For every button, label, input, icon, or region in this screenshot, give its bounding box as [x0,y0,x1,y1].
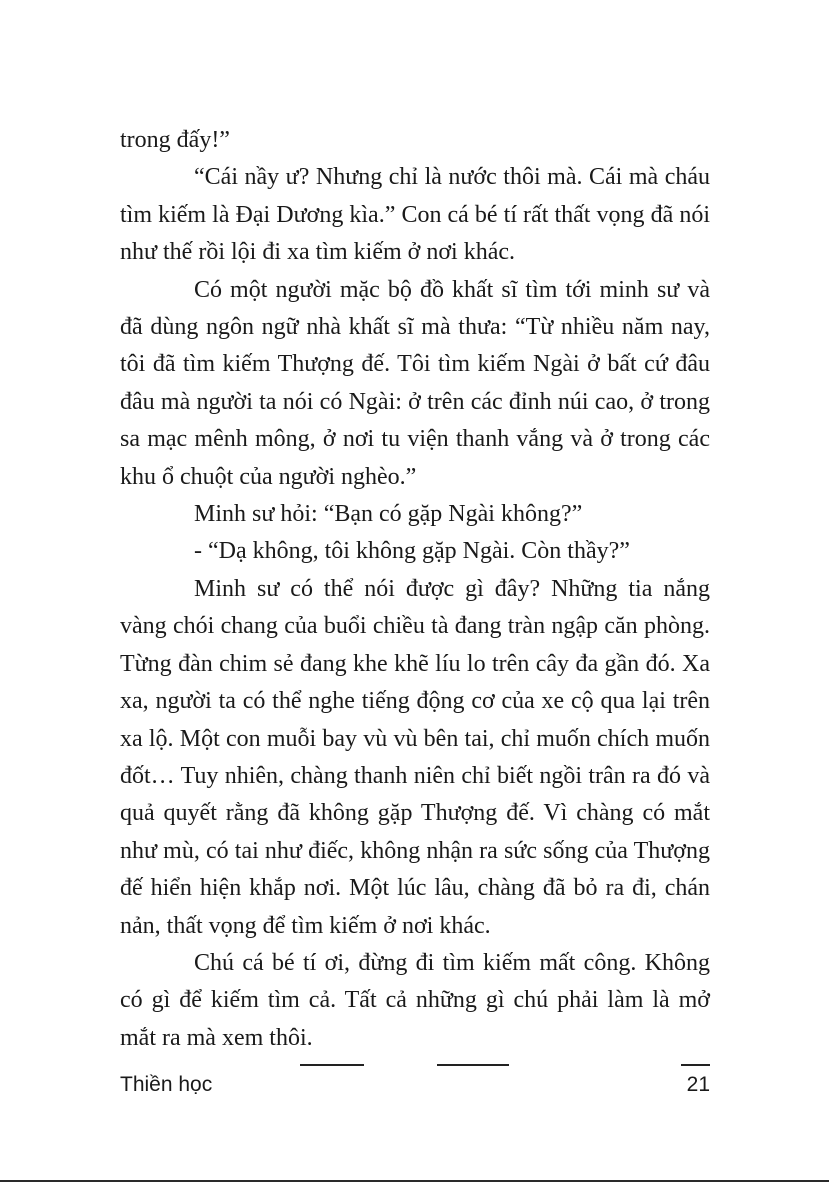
paragraph-5: - “Dạ không, tôi không gặp Ngài. Còn thầy?” [194,538,630,565]
footer-book-title: Thiền học [120,1073,213,1096]
paragraph-3: Có một người mặc bộ đồ khất sĩ tìm tới minh sư và đã dùng ngôn ngữ nhà khất sĩ mà thưa: “Từ nhiều năm nay, tôi đã tìm kiếm Thượng đế. Tôi tìm kiếm Ngài ở bất cứ đâu đâu mà người ta nói có Ngài: ở trên các đỉnh núi cao, ở trong sa mạc mênh mông, ở nơi tu viện thanh vắng và ở trong các khu ổ chuột của người nghèo.” [120,276,710,490]
page-number: 21 [686,1073,710,1096]
paragraph-7: Chú cá bé tí ơi, đừng đi tìm kiếm mất công. Không có gì để kiếm tìm cả. Tất cả những gì chú phải làm là mở mắt ra mà xem thôi. [120,949,710,1051]
paragraph-1: trong đấy!” [120,127,230,153]
page-body [120,122,710,1057]
paragraph-4: Minh sư hỏi: “Bạn có gặp Ngài không?” [194,501,583,528]
footer-rule-segment [437,1064,509,1066]
footer-rule-segment [681,1064,710,1066]
paragraph-2: “Cái nầy ư? Nhưng chỉ là nước thôi mà. Cái mà cháu tìm kiếm là Đại Dương kìa.” Con cá bé tí rất thất vọng đã nói như thế rồi lội đi xa tìm kiếm ở nơi khác. [120,164,710,266]
paragraph-6: Minh sư có thể nói được gì đây? Những tia nắng vàng chói chang của buổi chiều tà đang tràn ngập căn phòng. Từng đàn chim sẻ đang khe khẽ líu lo trên cây đa gần đó. Xa xa, người ta có thể nghe tiếng động cơ của xe cộ qua lại trên xa lộ. Một con muỗi bay vù vù bên tai, chỉ muốn chích muốn đốt… Tuy nhiên, chàng thanh niên chỉ biết ngồi trân ra đó và quả quyết rằng đã không gặp Thượng đế. Vì chàng có mắt như mù, có tai như điếc, không nhận ra sức sống của Thượng đế hiển hiện khắp nơi. Một lúc lâu, chàng đã bỏ ra đi, chán nản, thất vọng để tìm kiếm ở nơi khác. [120,575,710,939]
footer-rule-segment [300,1064,364,1066]
